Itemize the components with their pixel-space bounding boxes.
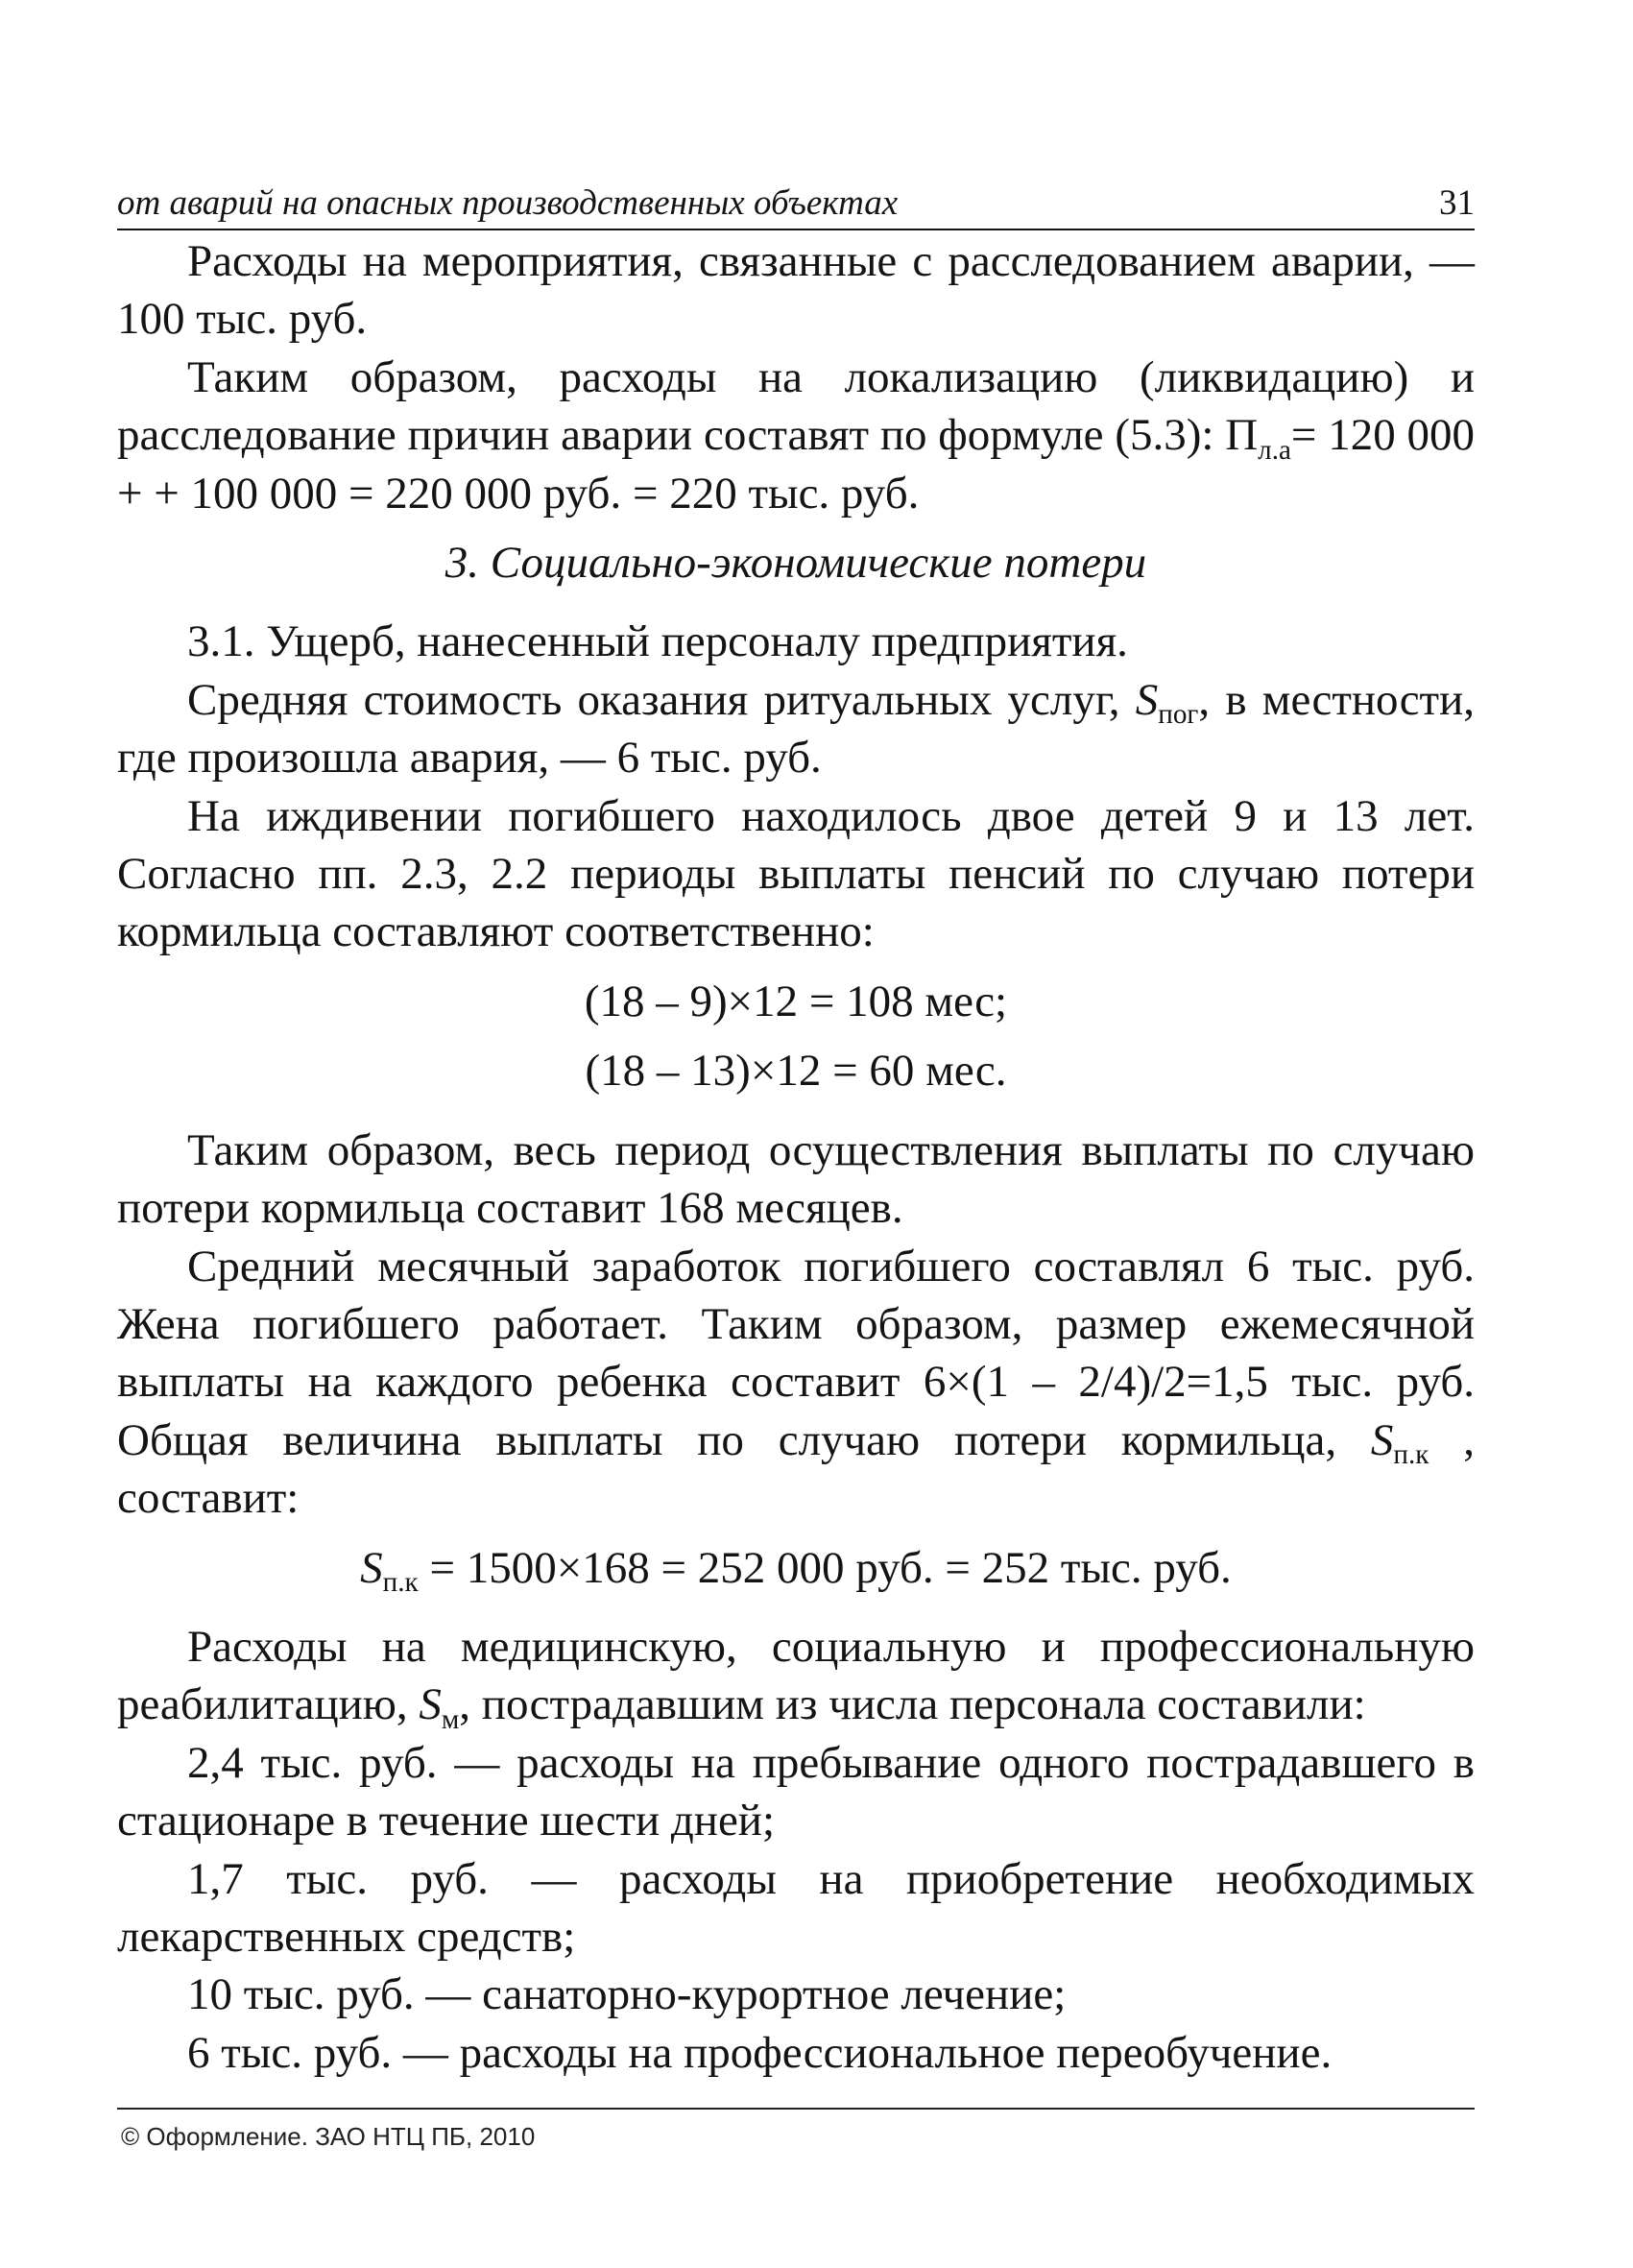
formula-text: = 1500×168 = 252 000 руб. = 252 тыс. руб.: [418, 1542, 1232, 1593]
paragraph-text: Средняя стоимость оказания ритуальных услуг,: [187, 674, 1136, 725]
symbol-s: S: [1135, 674, 1159, 725]
paragraph-dependents: На иждивении погибшего находилось двое детей 9 и 13 лет. Согласно пп. 2.3, 2.2 периоды выплаты пенсий по случаю потери кормильца составляют соответственно:: [117, 790, 1475, 957]
page-body: [117, 232, 1475, 2082]
subscript: п.к: [382, 1566, 419, 1598]
paragraph-text: = 120 000 + + 100 000 = 220 000 руб. = 220 тыс. руб.: [117, 410, 1475, 519]
paragraph-personnel-damage: 3.1. Ущерб, нанесенный персоналу предприятия.: [187, 616, 1128, 667]
section-heading: 3. Социально-экономические потери: [444, 538, 1147, 589]
paragraph-funeral-cost: [117, 671, 1475, 787]
paragraph-text: , пострадавшим из числа персонала составили:: [459, 1679, 1366, 1730]
subscript: м: [441, 1703, 460, 1735]
paragraph-rehabilitation: [117, 1618, 1475, 1734]
subscript: л.а: [1258, 434, 1291, 466]
subscript: пог: [1158, 699, 1199, 731]
paragraph-total-period: Таким образом, весь период осуществления выплаты по случаю потери кормильца составит 168 месяцев.: [117, 1124, 1475, 1234]
footer-copyright: © Оформление. ЗАО НТЦ ПБ, 2010: [121, 2122, 536, 2151]
paragraph-text: Средний месячный заработок погибшего составлял 6 тыс. руб. Жена погибшего работает. Таким образом, размер ежемесячной выплаты на каждого ребенка составит 6×(1 – 2/4)/2=1,5 тыс. руб. Общая величина выплаты по случаю потери кормильца,: [117, 1241, 1475, 1465]
formula-period-child-2: (18 – 13)×12 = 60 мес.: [585, 1046, 1007, 1097]
page-number: 31: [1439, 183, 1475, 223]
list-item: 1,7 тыс. руб. — расходы на приобретение необходимых лекарственных средств;: [117, 1853, 1475, 1962]
footer-divider: [117, 2108, 1475, 2110]
formula-breadwinner-loss: [117, 1539, 1475, 1597]
list-item: 10 тыс. руб. — санаторно-курортное лечение;: [187, 1969, 1067, 2020]
paragraph-text: Расходы на медицинскую, социальную и профессиональную реабилитацию,: [117, 1621, 1475, 1730]
running-title: от аварий на опасных производственных объектах: [117, 183, 899, 223]
paragraph-localization-total: [117, 349, 1475, 522]
subscript: п.к: [1393, 1439, 1429, 1471]
paragraph-investigation-costs: Расходы на мероприятия, связанные с расследованием аварии, — 100 тыс. руб.: [117, 236, 1475, 345]
running-header: [117, 182, 1475, 230]
symbol-s: S: [1370, 1414, 1394, 1465]
paragraph-text: , составит:: [117, 1414, 1476, 1524]
list-item: 6 тыс. руб. — расходы на профессиональное переобучение.: [187, 2027, 1333, 2078]
formula-period-child-1: (18 – 9)×12 = 108 мес;: [584, 976, 1008, 1026]
paragraph-text: Таким образом, расходы на локализацию (ликвидацию) и расследование причин аварии составят по формуле (5.3): П: [117, 351, 1475, 461]
list-item: 2,4 тыс. руб. — расходы на пребывание одного пострадавшего в стационаре в течение шести дней;: [117, 1737, 1475, 1846]
symbol-s: S: [419, 1679, 442, 1730]
paragraph-monthly-payment: [117, 1238, 1475, 1528]
book-page: [117, 182, 1475, 2141]
paragraph-text: , в местности, где произошла авария, — 6 тыс. руб.: [117, 674, 1476, 784]
symbol-s: S: [360, 1542, 383, 1593]
